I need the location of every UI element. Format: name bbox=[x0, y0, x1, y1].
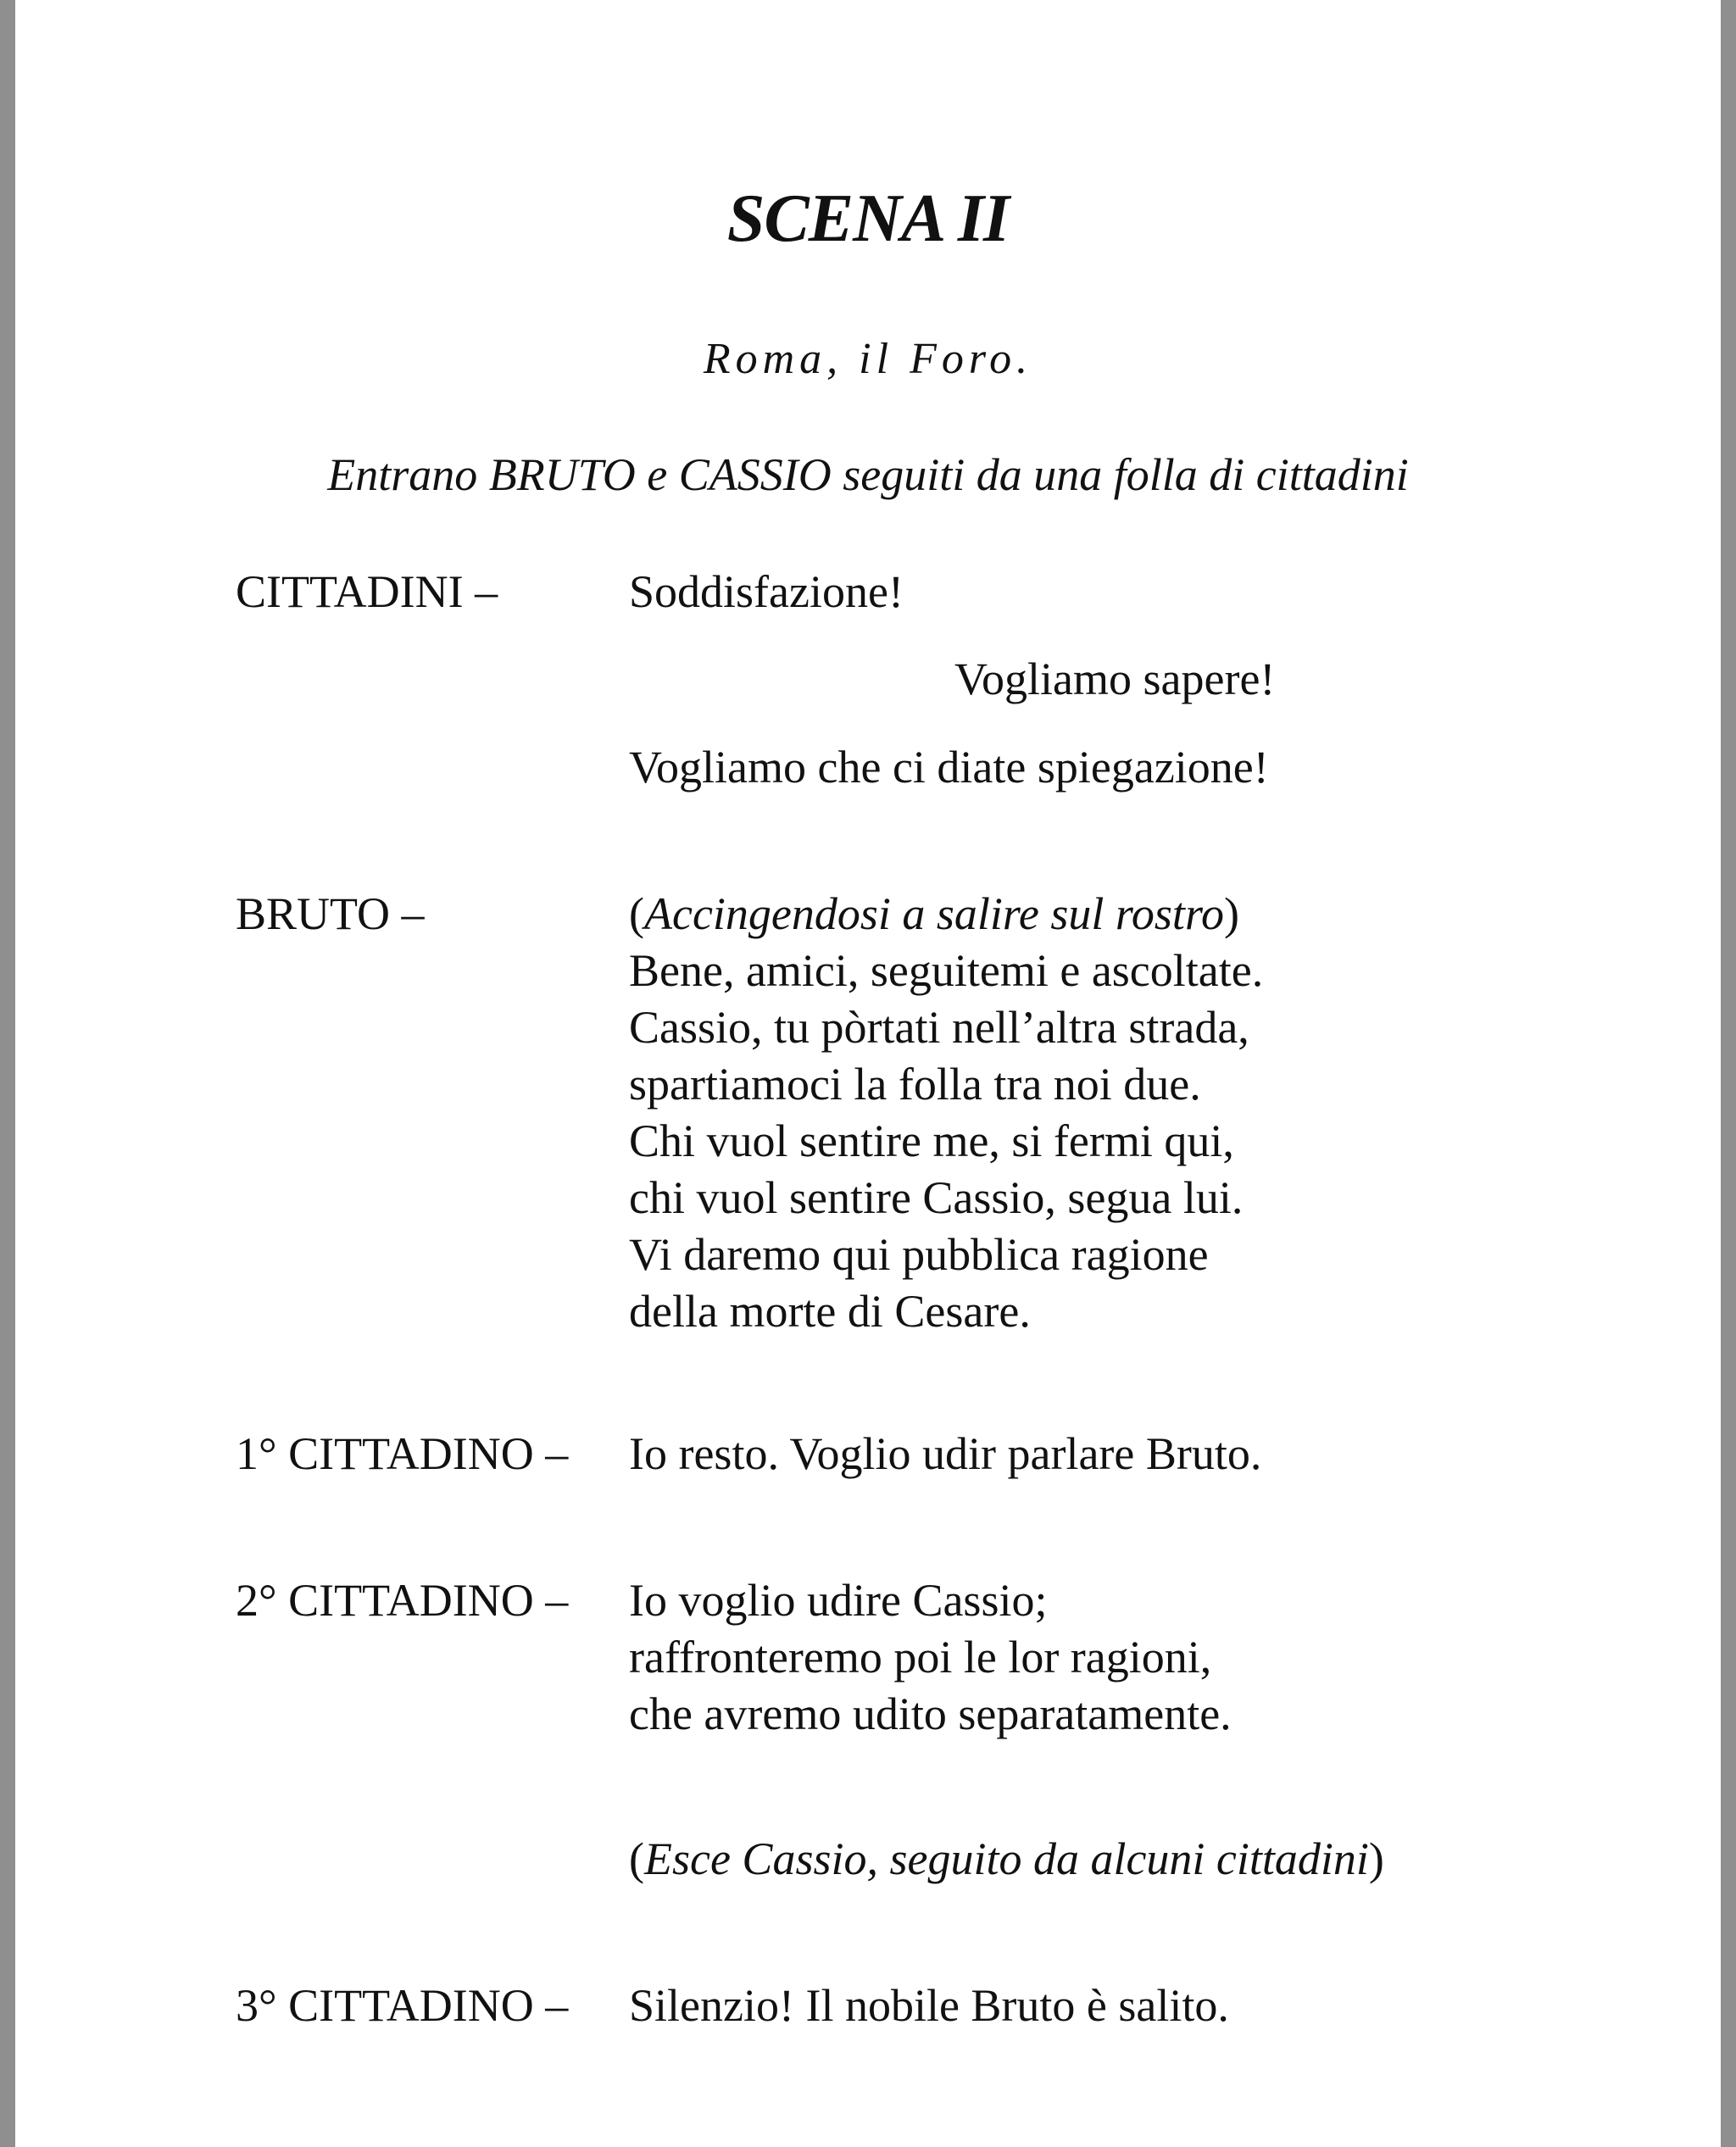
verse-line: chi vuol sentire Cassio, segua lui. bbox=[629, 1172, 1244, 1223]
speech-cittadino-2 bbox=[629, 1572, 1232, 1743]
speech-bruto bbox=[629, 886, 1263, 1340]
speaker-bruto: BRUTO – bbox=[236, 888, 425, 939]
speaker-cittadino-1: 1° CITTADINO – bbox=[236, 1428, 569, 1479]
verse-line: spartiamoci la folla tra noi due. bbox=[629, 1059, 1201, 1110]
verse-line: raffronteremo poi le lor ragioni, bbox=[629, 1632, 1212, 1683]
speaker-cittadini: CITTADINI – bbox=[236, 566, 498, 617]
scene-title: SCENA II bbox=[726, 181, 1010, 256]
entrance-direction: Entrano BRUTO e CASSIO seguiti da una folla di cittadini bbox=[327, 449, 1409, 500]
speech-cittadini-1: Soddisfazione! bbox=[629, 566, 904, 617]
scene-place: Roma, il Foro. bbox=[703, 335, 1033, 383]
verse-line: Cassio, tu pòrtati nell’altra strada, bbox=[629, 1002, 1249, 1053]
speech-cittadino-1: Io resto. Voglio udir parlare Bruto. bbox=[629, 1428, 1262, 1479]
speech-cittadini-3: Vogliamo che ci diate spiegazione! bbox=[629, 742, 1269, 793]
speech-cittadini-2: Vogliamo sapere! bbox=[954, 654, 1276, 704]
stage-direction-bruto: (Accingendosi a salire sul rostro) bbox=[629, 888, 1239, 939]
script-page bbox=[15, 0, 1721, 2147]
speech-cittadino-3: Silenzio! Il nobile Bruto è salito. bbox=[629, 1980, 1229, 2031]
verse-line: che avremo udito separatamente. bbox=[629, 1688, 1232, 1739]
verse-line: Bene, amici, seguitemi e ascoltate. bbox=[629, 945, 1264, 996]
verse-line: della morte di Cesare. bbox=[629, 1286, 1031, 1337]
speaker-cittadino-2: 2° CITTADINO – bbox=[236, 1575, 569, 1626]
verse-line: Chi vuol sentire me, si fermi qui, bbox=[629, 1115, 1234, 1166]
speaker-cittadino-3: 3° CITTADINO – bbox=[236, 1980, 569, 2031]
verse-line: Io voglio udire Cassio; bbox=[629, 1575, 1048, 1626]
verse-line: Vi daremo qui pubblica ragione bbox=[629, 1229, 1209, 1280]
exit-direction: (Esce Cassio, seguito da alcuni cittadini) bbox=[629, 1833, 1384, 1884]
